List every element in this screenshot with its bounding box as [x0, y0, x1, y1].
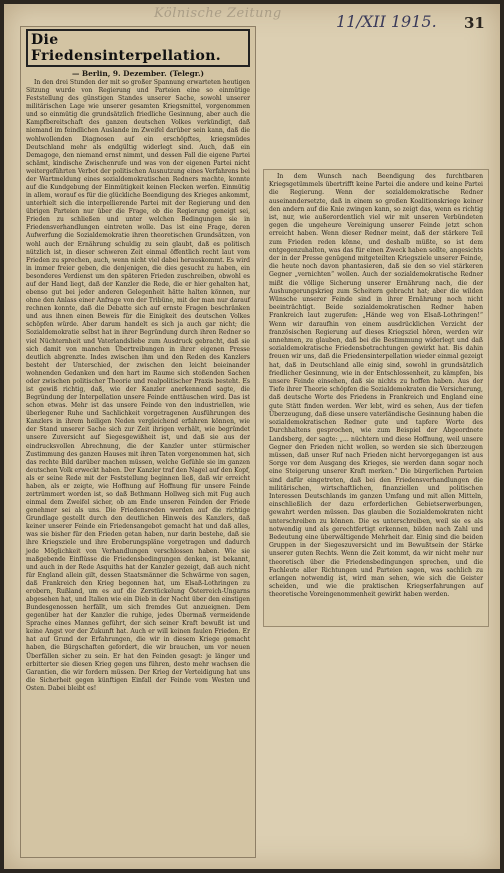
article-body-right: In dem Wunsch nach Beendigung des furchtbaren Kriegsgetümmels übertrifft keine Partei die andere und keine Partei die Regierung. Wenn der sozialdemokratische Redner auseinandersetzte, daß in einem so großen Koalitionskriege keiner den andern auf die Knie zwingen kann, so zeigt das, wenn es richtig ist, nur, wie außerordentlich viel wir mit unseren Verbündeten gegen die ungeheure Vereinigung unserer Feinde jetzt schon erreicht haben. Wenn dieser Redner meint, daß der stärkere Teil zum Frieden reden könne, und deshalb müßte, so ist dem entgegenzuhalten, was das für einen Zweck haben sollte, angesichts der in der Presse genügend mitgeteilten Kriegsziele unserer Feinde, die heute noch davon phantasieren, daß sie den so viel stärkeren Gegner „vernichten“ wollen. Auch der sozialdemokratische Redner mißt die völlige Sicherung unserer Ernährung nach, die der Aushungerungskrieg zum Scheitern gebracht hat; aber die wilden Wünsche unserer Feinde sind in ihrer Ernährung noch nicht beeinträchtigt. Beide sozialdemokratischen Redner haben Frankreich laut zugerufen: „Hände weg von Elsaß-Lothringen!“ Wenn wir daraufhin von einem ausdrücklichen Verzicht der französischen Regierung auf dieses Kriegsziel hören, werden wir annehmen, zu glauben, daß bei die Bestimmung widerlegt und daß sozialdemokratische Friedensbetrachtungen gewirkt hat. Bis dahin freuen wir uns, daß die Friedensinterpellation wieder einmal gezeigt hat, daß in Deutschland alle einig sind, sowohl in grundsätzlich friedlicher Gesinnung, wie in der Entschlossenheit, zu kämpfen, bis unsere Feinde einsehen, daß sie nichts zu hoffen haben. Aus der Tiefe ihrer Theorie schöpfen die Sozialdemokraten die Versicherung, daß deutsche Worte des Friedens in Frankreich und England eine gute Stätt finden werden. Wer lebt, wird es sehen, Aus der tiefen Überzeugung, daß diese unsere vaterländische Gesinnung haben die sozialdemokratischen Redner gute und tapfere Worte des Durchhaltens gesprochen, wie zum Beispiel der Abgeordnete Landsberg, der sagte: „... nüchtern und diese Hoffnung, weil unsere Gegner den Frieden nicht wollen, so werden sie sich überzeugen müssen, daß unser Ruf nach Frieden nicht hervorgegangen ist aus Sorge vor dem Ausgang des Krieges, sie werden dann sogar noch eine Steigerung unserer Kraft merken.“ Die bürgerlichen Parteien sind dafür eingetreten, daß bei den Friedensverhandlungen die militärischen, wirtschaftlichen, finanziellen und politischen Interessen Deutschlands im ganzen Umfang und mit allen Mitteln, einschließlich der dazu erforderlichen Gebietserwerbungen, gewahrt werden müssen. Das glauben die Sozialdemokraten nicht unterschreiben zu können. Die es unterschreiben, weil sie es als notwendig und als gerechtfertigt erkennen, bilden nach Zahl und Bedeutung eine überwältigende Mehrheit dar. Einig sind die beiden Gruppen in der Siegeszuversicht und im Bewußtsein der Stärke unserer guten Rechts. Wenn die Zeit kommt, da wir nicht mehr nur theoretisch über die Friedensbedingungen sprechen, und die Fachleute aller Richtungen und Parteien sagen, was sachlich zu erlangen notwendig ist, wird man sehen, wie sich die Geister scheiden, und wie die praktischen Kriegserfahrungen auf theoretische Voreingenommenheit gewirkt haben werden.	[269, 173, 483, 599]
headline-box	[26, 29, 250, 67]
article-clipping-left	[20, 26, 256, 858]
handwritten-date: 11/XII 1915.	[336, 12, 437, 31]
article-dateline: — Berlin, 9. Dezember. (Telegr.)	[71, 69, 205, 78]
scrapbook-page	[4, 4, 500, 869]
article-body-left: In den drei Stunden der mit so großer Spannung erwarteten heutigen Sitzung wurde von Regierung und Parteien eine so einmütige Feststellung des günstigen Standes unserer Sache, sowohl unserer militärischen Lage wie unserer gesamten Kriegsmittel, vorgenommen und so einmütig die grundsätzlich friedliche Gesinnung, aber auch die Kampfbereitschaft des ganzen deutschen Volkes verkündigt, daß niemand im feindlichen Auslande im Zweifel darüber sein kann, daß die wohlwollenden Diagnosen auf ein erschöpftes, kriegsmüdes Deutschland mehr als endgültig widerlegt sind. Auch, daß ein Demagoge, den niemand ernst nimmt, und dessen Fall die eigene Partei schämt, kindische Zwischenrufe und was von der eigenen Partei nicht weitergeführten Verbot der politischen Ausnutzung eines Verfahrens bei der Wartmeldung eines sozialdemokratischen Redners machte, konnte auf die Kundgebung der Einmütigkeit keinen Flecken werfen. Einmütig in allem, worauf es für die glückliche Beendigung des Krieges ankommt, unterhielt sich die interpellierende Partei mit der Regierung und den übrigen Parteien nur über die Frage, ob die Regierung geneigt sei, Frieden zu schließen und unter welchen Bedingungen sie in Friedensverhandlungen eintreten wolle. Das ist eine Frage, deren Aufwerfung die Sozialdemokratie ihren theoretischen Grundsätzen, von wohl auch der Ernährung schuldig zu sein glaubt, daß es politisch nützlich ist, in dieser schweren Zeit einmal öffentlich recht laut vom Frieden zu sprechen, auch, wenn nicht viel dabei herauskommt. Es wird in immer freier geben, die denjenigen, die dies gesucht zu haben, ein besonderes Verdienst um den späteren Frieden zuschreiben, obwohl es auf der Hand liegt, daß der Kanzler die Rede, die er hier gehalten hat, ebenso gut bei jeder anderen Gelegenheit hätte halten können, nur ohne den Anlass einer Anfrage von der Tribüne, mit der man nur darauf rechnen konnte, daß die Debatte sich auf ernste Fragen beschränken und aus ihnen einen Beweis für die Einigkeit des deutschen Volkes schöpfen würde. Aber darum handelt es sich ja auch gar nicht; die Sozialdemokratie selbst hat in ihrer Begründung durch ihren Redner so viel Nüchternheit und Vaterlandsliebe zum Ausdruck gebracht, daß sie sich damit von manchen Übertreibungen in ihrer eigenen Presse deutlich abgrenzte. Indes zwischen ihm und den Reden des Kanzlers besteht der Unterschied, der zwischen den leicht beieinander wohnenden Gedanken und den hart im Raume sich stoßenden Sachen oder zwischen politischer Theorie und realpolitischer Praxis besteht. Es ist gewiß richtig, daß, wie der Kanzler anerkennend sagte, die Begründung der Interpellation unsere Feinde enttäuschen wird. Das ist schon etwas. Mehr ist das unsere Feinde von den industriellen, wie überlegener Ruhe und Sachlichkeit vorgetragenen Ausführungen des Kanzlers in ihrem heiligen Neden vergleichend erfahren können, wie der Stand unserer Sache sich zur Zeit ihrigen verhält, wie begründet unsere Zuversicht auf Siegesgewißheit ist, und daß sie aus der eindrucksvollen Abrechnung, die der Kanzler unter stürmischer Zustimmung des ganzen Hauses mit ihren Taten vorgenommen hat, sich das rechte Bild darüber machen müssen, welche Gefühle sie im ganzen deutschen Volk erweckt haben. Der Kanzler traf den Nagel auf den Kopf, als er seine Rede mit der Feststellung beginnen ließ, daß wir erreicht haben, als er zeigte, wie Hoffnung auf Hoffnung für unsere Feinde zertrümmert worden ist, so daß Bethmann Hollweg sich mit Fug auch einmal dem Zweifel sicher, ob am Ende unseren Feinden der Friede genehmer sei als uns. Die Friedensreden werden auf die richtige Grundlage gestellt durch den deutlichen Hinweis des Kanzlers, daß keiner unserer Feinde ein Friedensangebot gemacht hat und daß alles, was sie bisher für den Frieden getan haben, nur darin bestehe, daß sie ihre Kriegsziele und ihre Eroberungspläne vorgetragen und dadurch jede Möglichkeit von Verhandlungen verschlossen haben. Wie sie maßgebende Einflüsse die Friedensbedingungen denken, ist bekannt, und auch in der Rede Asquiths hat der Kanzler gezeigt, daß auch nicht für England allein gilt, dessen Staatsmänner die Schwärme von sagen, daß Frankreich den Krieg begonnen hat, um Elsaß-Lothringen zu erobern, Rußland, um es auf die Zerstückelung Österreich-Ungarns abgesehen hat, und Italien wie ein Dieb in der Nacht über den einstigen Bundesgenossen herfällt, um sich fremdes Gut anzueignen. Dem gegenüber hat der Kanzler die ruhige, jedes Übermaß vermeidende Sprache eines Mannes geführt, der sich seiner Kraft bewußt ist und keine Angst vor der Zukunft hat. Auch er will keinen faulen Frieden. Er hat auf Grund der Erfahrungen, die wir in diesem Kriege gemacht haben, die Bürgschaften gefordert, die wir brauchen, um vor neuen Überfällen sicher zu sein. Er hat den Feinden gesagt: je länger und erbitterter sie diesen Krieg gegen uns führen, desto mehr wachsen die Garantien, die wir fordern müssen. Der Krieg der Verteidigung hat uns die Sicherheit gegen künftigen Einfall der Feinde vom Westen und Osten. Dabei bleibt es!	[26, 79, 250, 692]
article-headline: Die Friedensinterpellation.	[31, 32, 222, 64]
page-number: 31	[464, 14, 485, 32]
newspaper-masthead: Kölnische Zeitung	[154, 6, 282, 21]
article-clipping-right	[263, 169, 489, 627]
